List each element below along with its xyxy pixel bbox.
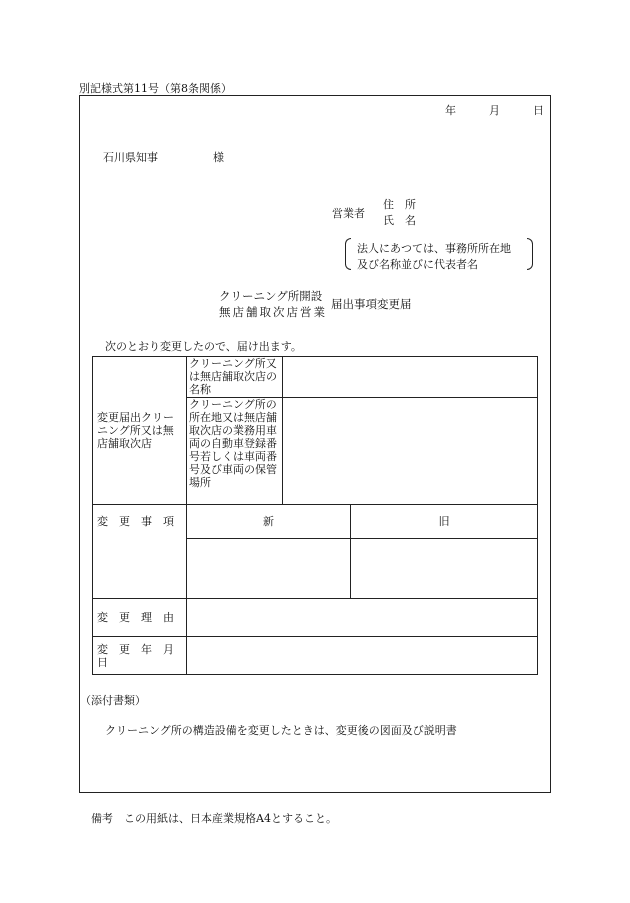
addressee-suffix: 様 — [213, 151, 224, 164]
form-number: 別記様式第11号（第8条関係） — [79, 82, 232, 95]
corporate-note — [345, 238, 533, 272]
group-label: 変更届出クリーニング所又は無店舗取次店 — [97, 411, 174, 450]
attachments-item: クリーニング所の構造設備を変更したときは、変更後の図面及び説明書 — [105, 724, 457, 737]
new-label: 新 — [263, 515, 274, 528]
reason-label: 変 更 理 由 — [97, 611, 174, 624]
date-line — [445, 102, 544, 118]
reason-label-cell — [93, 599, 187, 637]
change-items-label: 変 更 事 項 — [97, 515, 174, 528]
new-value-cell[interactable] — [187, 539, 351, 599]
name-label: クリーニング所又は無店舗取次店の名称 — [189, 357, 277, 396]
notification-table — [92, 356, 538, 675]
corporate-note-line1: 法人にあつては、事務所所在地 — [357, 242, 511, 255]
old-label: 旧 — [438, 515, 450, 528]
change-date-label: 変 更 年 月 日 — [97, 642, 185, 669]
change-date-label-cell — [93, 637, 187, 675]
corporate-note-line2: 及び名称並びに代表者名 — [357, 258, 478, 271]
left-bracket — [345, 238, 351, 270]
location-label: クリーニング所の所在地又は無店舗取次店の業務用車両の自動車登録番号若しくは車両番号及び車両の保管場所 — [189, 398, 277, 489]
addressee — [103, 149, 224, 165]
change-date-value-cell[interactable] — [187, 637, 538, 675]
old-header-cell — [351, 505, 538, 539]
applicant-name-label: 氏 名 — [383, 214, 416, 227]
location-value-cell[interactable] — [283, 398, 538, 505]
attachments-heading: （添付書類） — [80, 694, 146, 707]
change-items-label-cell — [93, 505, 187, 599]
remarks: 備考 この用紙は、日本産業規格A4とすること。 — [91, 812, 337, 825]
month-label: 月 — [489, 104, 500, 117]
right-bracket — [527, 238, 533, 270]
day-label: 日 — [533, 104, 544, 117]
title-line2: 無店舗取次店営業 — [219, 305, 327, 319]
applicant-address-label: 住 所 — [383, 198, 416, 211]
addressee-name: 石川県知事 — [103, 151, 158, 164]
intro-text: 次のとおり変更したので、届け出ます。 — [105, 340, 302, 353]
title-suffix: 届出事項変更届 — [331, 297, 412, 311]
location-label-cell — [187, 398, 283, 505]
old-value-cell[interactable] — [351, 539, 538, 599]
reason-value-cell[interactable] — [187, 599, 538, 637]
name-label-cell — [187, 357, 283, 398]
group-label-cell — [93, 357, 187, 505]
new-header-cell — [187, 505, 351, 539]
applicant-label: 営業者 — [332, 207, 365, 220]
year-label: 年 — [445, 104, 456, 117]
title-line1: クリーニング所開設 — [219, 289, 323, 303]
name-value-cell[interactable] — [283, 357, 538, 398]
